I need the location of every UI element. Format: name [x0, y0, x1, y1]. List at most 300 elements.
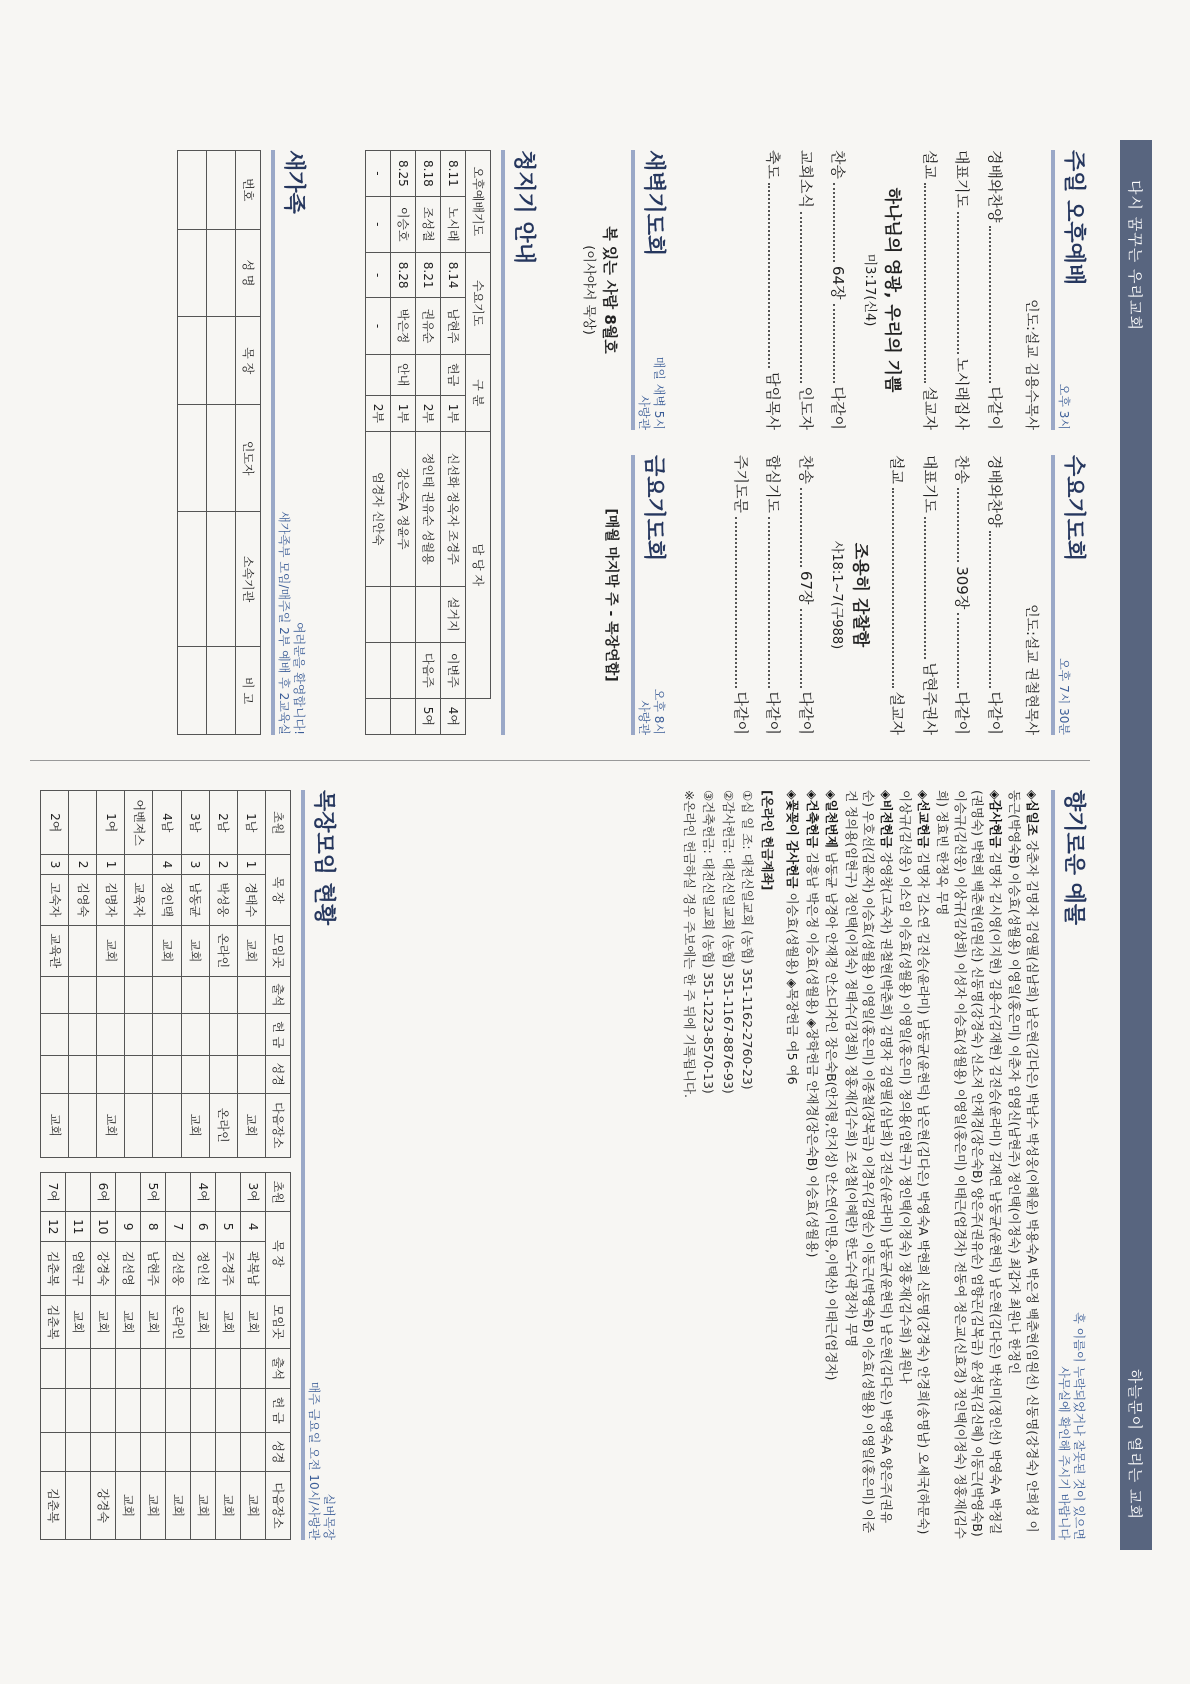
dawn-title: 새벽기도회 [641, 150, 666, 257]
newfamily-note1: 여러분을 환영합니다! [291, 622, 306, 735]
account-line: ①십 일 조: 대전신일교회 (농협) 351-1162-2760-23) [740, 790, 756, 1090]
offering-line [823, 790, 841, 1540]
header-right: 하늘문이 열리는 교회 [1126, 1369, 1145, 1520]
order-label: 축도 [764, 150, 783, 179]
mokjang-cell: 7 [166, 1212, 191, 1242]
order-hymn: 67장 [797, 570, 815, 605]
mokjang-cell: 교회 [91, 1295, 116, 1349]
mokjang-cell: 2 [69, 855, 97, 874]
order-label: 경배와찬양 [986, 455, 1004, 528]
newfamily-header: 목 장 [236, 317, 261, 405]
order-row [827, 150, 850, 430]
offering-line [1006, 790, 1041, 1540]
offering-label: ◈선교헌금 [916, 790, 931, 848]
mokjang-cell [97, 1014, 125, 1056]
mokjang-header: 초원 [266, 791, 291, 855]
offering-label: ◈감사헌금 [988, 790, 1003, 848]
online-title: [온라인 헌금계좌] [760, 790, 775, 891]
mokjang-cell [216, 1349, 241, 1388]
mokjang-row [69, 791, 97, 1158]
order-dots [957, 488, 974, 562]
steward-header-sunday: 오후예배기도 [466, 151, 491, 253]
mokjang-cell: 온라인 [209, 925, 237, 976]
order-row [886, 455, 909, 735]
order-dots [736, 517, 753, 688]
mokjang-title: 목장모임 현황 [311, 790, 336, 926]
mokjang-cell: 어벤져스 [125, 791, 153, 855]
steward-title: 청지기 안내 [511, 150, 536, 264]
order-dots [833, 304, 850, 383]
offering-names: 이승효(성월용) ◈목장헌금 여5 여6 [785, 892, 801, 1085]
newfamily-cell [178, 405, 207, 512]
dawn-place: 사랑관 [637, 395, 652, 430]
mokjang-cell [141, 1388, 166, 1432]
offering-names: 김명자 김소연 김진승(윤라미) 남동균(윤현덕) 남은현(김다은) 박영숙A 박현희 신동명(강경숙) 안경희(송명남) 오세국(하문숙) 이상규(김선웅) 이소임 이승효(성월용) 이영일(홍은미) 정의용(임현구) 정인택(이정숙) 정홍재(김수희) 최원나 [898, 790, 931, 1535]
steward-section [365, 150, 540, 735]
mokjang-cell: 김선웅 [166, 1242, 191, 1296]
mokjang-header: 출석 [266, 976, 291, 1013]
steward-cell [416, 354, 441, 395]
mokjang-cell: 교회 [237, 1093, 265, 1158]
mokjang-cell: 교회 [141, 1295, 166, 1349]
wednesday-sermon-ref: 사18:1~7(구988) [829, 540, 845, 650]
steward-extra-empty [391, 586, 416, 642]
friday-title: 금요기도회 [641, 455, 666, 562]
order-label: 합심기도 [764, 455, 783, 513]
order-label: 찬송 [797, 455, 815, 484]
mokjang-cell: 김춘복 [41, 1472, 66, 1540]
mokjang-cell [97, 976, 125, 1013]
mokjang-cell: 5여 [141, 1173, 166, 1212]
mokjang-meta2: 매주 금요일 오전 10시/사랑관 [307, 1381, 322, 1540]
mokjang-header: 다음장소 [266, 1093, 291, 1158]
order-dots [990, 226, 1007, 382]
mokjang-cell: 12 [41, 1212, 66, 1242]
order-dots [768, 517, 785, 688]
offering-label: ◈꽃꽂이 감사헌금 [785, 790, 801, 889]
center-divider [30, 760, 1090, 761]
account-line: ②감사헌금: 대전신일교회 (농협) 351-1167-8876-93) [721, 790, 736, 1094]
mokjang-cell: 교회 [216, 1472, 241, 1540]
newfamily-title: 새가족 [281, 150, 306, 214]
newfamily-cell [178, 229, 207, 317]
header-left: 다시 꿈꾸는 우리교회 [1126, 180, 1145, 331]
mokjang-cell: 1 [237, 855, 265, 874]
order-dots [833, 183, 850, 262]
mokjang-header: 초원 [266, 1173, 291, 1212]
order-row [762, 455, 785, 735]
order-label: 설교 [921, 150, 939, 179]
order-row [951, 150, 974, 430]
mokjang-cell [69, 1056, 97, 1093]
mokjang-row [153, 791, 181, 1158]
mokjang-cell [116, 1432, 141, 1471]
mokjang-row [216, 1173, 241, 1540]
mokjang-cell [41, 976, 69, 1013]
steward-row [416, 151, 441, 735]
mokjang-cell: 3여 [241, 1173, 266, 1212]
mokjang-row [125, 791, 153, 1158]
order-label: 주기도문 [732, 455, 750, 513]
mokjang-header: 모임곳 [266, 925, 291, 976]
mokjang-row [237, 791, 265, 1158]
offering-line [934, 790, 1004, 1540]
order-value: 다같이 [732, 691, 750, 735]
mokjang-cell: 2여 [41, 791, 69, 855]
sunday-pm-leader: 인도:설교 김용수목사 [1023, 299, 1039, 430]
order-row [951, 455, 974, 735]
order-value: 다같이 [986, 386, 1004, 430]
mokjang-cell [66, 1388, 91, 1432]
mokjang-cell: 6 [191, 1212, 216, 1242]
mokjang-cell [241, 1349, 266, 1388]
friday-time: 오후 8시 [651, 688, 666, 735]
mokjang-cell: 교회 [153, 925, 181, 976]
mokjang-cell [191, 1388, 216, 1432]
steward-cell: 1부 [441, 395, 466, 431]
order-value: 다같이 [764, 691, 783, 735]
mokjang-cell [41, 1432, 66, 1471]
mokjang-cell: 교회 [237, 925, 265, 976]
mokjang-cell: 9 [116, 1212, 141, 1242]
mokjang-row [181, 791, 209, 1158]
mokjang-cell: 교회 [97, 1093, 125, 1158]
mokjang-cell: 김춘복 [41, 1295, 66, 1349]
mokjang-cell: 정인택 [153, 874, 181, 925]
sunday-pm-sermon-title: 하나님의 영광, 우리의 기쁨 [882, 187, 903, 393]
mokjang-table-left [40, 790, 291, 1158]
mokjang-cell [41, 1349, 66, 1388]
order-label: 설교 [888, 455, 907, 484]
steward-cell: 엄경자 신안숙 [366, 431, 391, 586]
mokjang-row [166, 1173, 191, 1540]
mokjang-row [41, 1173, 66, 1540]
mokjang-cell [141, 1432, 166, 1471]
order-row [984, 455, 1007, 735]
mokjang-cell: 온라인 [209, 1093, 237, 1158]
mokjang-cell [41, 1388, 66, 1432]
mokjang-cell [241, 1388, 266, 1432]
newfamily-cell [207, 151, 236, 230]
newfamily-cell [178, 151, 207, 230]
mokjang-cell [209, 976, 237, 1013]
mokjang-cell: 남동균 [181, 874, 209, 925]
order-dots [768, 183, 785, 368]
account-note: ※온라인 헌금하실 경우 주보에는 한 주 뒤에 기록됩니다. [682, 790, 697, 1098]
mokjang-cell: 교육자 [125, 874, 153, 925]
mokjang-cell: 6여 [91, 1173, 116, 1212]
mokjang-cell: 엄현구 [66, 1242, 91, 1296]
order-dots [957, 613, 974, 687]
newfamily-cell [207, 317, 236, 405]
mokjang-cell [125, 925, 153, 976]
steward-header-type: 구 분 [466, 354, 491, 431]
mokjang-row [97, 791, 125, 1158]
mokjang-cell: 온라인 [166, 1295, 191, 1349]
order-dots [801, 212, 818, 383]
mokjang-cell [91, 1388, 116, 1432]
order-row [919, 150, 942, 430]
offering-line [897, 790, 932, 1540]
steward-cell: 안내 [391, 354, 416, 395]
offering-label: ◈건축헌금 [805, 790, 820, 848]
mokjang-cell: 정인선 [191, 1242, 216, 1296]
friday-line1: [매월 마지막 주 - 목장연합] [603, 508, 619, 682]
newfamily-table [177, 150, 261, 735]
mokjang-cell: 교회 [166, 1472, 191, 1540]
mokjang-cell: 교회 [241, 1295, 266, 1349]
steward-row [441, 151, 466, 735]
steward-cell: 2부 [416, 395, 441, 431]
wednesday-title: 수요기도회 [1061, 455, 1086, 562]
mokjang-header: 출석 [266, 1349, 291, 1388]
steward-extra-empty [366, 642, 391, 698]
steward-cell [366, 354, 391, 395]
mokjang-cell [216, 1173, 241, 1212]
mokjang-row [66, 1173, 91, 1540]
sunday-pm-section [752, 150, 1090, 430]
mokjang-cell: 8 [141, 1212, 166, 1242]
offering-names: 남동균 남경아 안재경 안소디자인 장은숙B(안지형,안지성) 안소연(이민용,이택산) 이태근(엄경자) [824, 851, 840, 1381]
steward-cell: 8.21 [416, 252, 441, 298]
mokjang-cell: 강경숙 [91, 1242, 116, 1296]
steward-cell: 8.18 [416, 151, 441, 197]
wednesday-leader: 인도:설교 권철현목사 [1023, 604, 1039, 735]
mokjang-cell [69, 1014, 97, 1056]
order-label: 찬송 [953, 455, 972, 484]
order-label: 경배와찬양 [986, 150, 1004, 223]
mokjang-cell [153, 976, 181, 1013]
mokjang-cell [237, 976, 265, 1013]
offering-section [679, 790, 1091, 1540]
dawn-time: 매일 새벽 5시 [651, 356, 666, 430]
newfamily-header: 번호 [236, 151, 261, 230]
mokjang-header: 다음장소 [266, 1472, 291, 1540]
mokjang-cell [66, 1432, 91, 1471]
order-value: 다같이 [986, 691, 1004, 735]
steward-cell: 8.11 [441, 151, 466, 197]
order-label: 대표기도 [921, 455, 939, 513]
order-value: 노시래집사 [953, 357, 972, 430]
steward-cell: 이승호 [391, 196, 416, 252]
mokjang-cell [209, 1014, 237, 1056]
mokjang-cell [125, 1056, 153, 1093]
mokjang-cell: 4 [241, 1212, 266, 1242]
steward-cell: 권유순 [416, 298, 441, 354]
mokjang-cell: 1남 [237, 791, 265, 855]
sunday-pm-title: 주일 오후예배 [1061, 150, 1086, 286]
mokjang-cell: 1여 [97, 791, 125, 855]
mokjang-cell: 교회 [66, 1295, 91, 1349]
mokjang-cell [41, 1014, 69, 1056]
mokjang-cell: 교회 [181, 925, 209, 976]
mokjang-cell [69, 976, 97, 1013]
steward-extra-b: 5여 [416, 698, 441, 734]
wednesday-section [720, 455, 1091, 735]
order-value: 다같이 [797, 691, 815, 736]
steward-extra-a: 다음주 [416, 642, 441, 698]
mokjang-cell [41, 1056, 69, 1093]
mokjang-cell: 교회 [216, 1295, 241, 1349]
mokjang-cell [69, 925, 97, 976]
order-value: 다같이 [953, 691, 972, 735]
mokjang-cell [166, 1173, 191, 1212]
newfamily-cell [207, 647, 236, 735]
newfamily-note2: 새가족부 모임/매주일 2부 예배 후 2교육실 [277, 511, 292, 735]
steward-cell: 조성철 [416, 196, 441, 252]
mokjang-header: 성경 [266, 1432, 291, 1471]
mokjang-cell [69, 1093, 97, 1158]
mokjang-cell [191, 1432, 216, 1471]
mokjang-cell [125, 855, 153, 874]
mokjang-cell [69, 791, 97, 855]
order-dots [892, 488, 909, 688]
mokjang-cell: 김명자 [97, 874, 125, 925]
mokjang-cell [125, 976, 153, 1013]
order-dots [801, 609, 818, 688]
newfamily-header: 소속기관 [236, 512, 261, 647]
offering-names: 김명자 김시영(이지현) 김용수(김재현) 김진승(윤라미) 김재연 남동균(윤현덕) 남은현(김다은) 박선미(정인선) 박영숙A 박정길(권명숙) 박현희 백춘현(임원선) 신동명(강경숙) 신소저 안재경(장은숙B) 양은주(권유순) 엄향곤(김복금) 윤성목(김신혜) 이동근(박영숙B) 이승규(김선웅) 이상규(김상희) 이성자 이승효(성월용) 이영일(홍은미) 이태근(엄경자) 전동여 정은교(신효경) 정인택(이정숙) 정홍재(김수희) 정효빈 한정옥 무명 [935, 790, 1003, 1539]
order-hymn: 64장 [829, 265, 848, 300]
mokjang-table-right [40, 1172, 291, 1540]
mokjang-row [191, 1173, 216, 1540]
offering-title: 향기로운 예물 [1061, 790, 1086, 926]
dawn-line2: (이사야서 묵상) [581, 245, 597, 335]
mokjang-cell: 김선영 [116, 1242, 141, 1296]
order-row [984, 150, 1007, 430]
mokjang-cell: 7여 [41, 1173, 66, 1212]
order-value: 설교자 [888, 691, 907, 735]
wednesday-time: 오후 7시 30분 [1057, 658, 1072, 735]
mokjang-cell: 김춘복 [41, 1242, 66, 1296]
mokjang-cell [91, 1349, 116, 1388]
mokjang-cell: 교육관 [41, 925, 69, 976]
mokjang-cell [125, 1014, 153, 1056]
mokjang-cell: 4여 [191, 1173, 216, 1212]
steward-extra-empty [391, 642, 416, 698]
order-row [762, 150, 785, 430]
newfamily-cell [178, 647, 207, 735]
mokjang-cell [181, 976, 209, 1013]
order-value: 다같이 [829, 386, 848, 431]
mokjang-cell: 11 [66, 1212, 91, 1242]
wednesday-sermon-title: 조용히 감찰함 [850, 542, 870, 648]
mokjang-row [116, 1173, 141, 1540]
mokjang-cell [209, 1056, 237, 1093]
offering-note2: 사무실에 확인해 주시기 바랍니다 [1057, 1366, 1072, 1540]
mokjang-cell: 5 [216, 1212, 241, 1242]
offering-note1: 혹 이름이 누락되었거나 잘못된 것이 있으면 [1071, 1312, 1086, 1540]
steward-cell: 8.25 [391, 151, 416, 197]
mokjang-cell: 교회 [241, 1472, 266, 1540]
newfamily-cell [207, 405, 236, 512]
mokjang-cell: 김영숙 [69, 874, 97, 925]
account-line: ③건축헌금: 대전신일교회 (농협) 351-1223-8570-13) [701, 790, 717, 1094]
order-dots [925, 517, 942, 659]
mokjang-cell: 경태수 [237, 874, 265, 925]
steward-extra-empty [391, 698, 416, 734]
newfamily-header: 성 명 [236, 229, 261, 317]
steward-extra-empty [366, 586, 391, 642]
sunday-pm-sermon-ref: 미3:17(신4) [862, 253, 877, 327]
mokjang-cell [66, 1173, 91, 1212]
mokjang-cell [97, 1056, 125, 1093]
order-label: 대표기도 [953, 150, 972, 208]
order-dots [801, 488, 818, 567]
offering-line [843, 790, 896, 1540]
mokjang-cell [153, 1014, 181, 1056]
mokjang-cell [166, 1432, 191, 1471]
mokjang-cell [237, 1056, 265, 1093]
order-hymn: 309장 [953, 566, 972, 610]
mokjang-cell [116, 1349, 141, 1388]
mokjang-header: 목 장 [266, 1212, 291, 1295]
mokjang-cell [216, 1388, 241, 1432]
mokjang-cell [191, 1349, 216, 1388]
mokjang-cell: 3 [181, 855, 209, 874]
order-label: 찬송 [829, 150, 848, 179]
mokjang-cell: 교회 [41, 1093, 69, 1158]
mokjang-row [41, 791, 69, 1158]
order-row [795, 150, 818, 430]
mokjang-cell: 3 [41, 855, 69, 874]
steward-row [366, 151, 391, 735]
mokjang-cell [66, 1349, 91, 1388]
mokjang-cell [153, 1093, 181, 1158]
mokjang-cell [241, 1432, 266, 1471]
mokjang-cell [125, 1093, 153, 1158]
mokjang-cell [153, 1056, 181, 1093]
steward-cell: 8.14 [441, 252, 466, 298]
steward-cell: - [366, 196, 391, 252]
steward-cell: - [366, 252, 391, 298]
mokjang-cell: 강경숙 [91, 1472, 116, 1540]
mokjang-cell [216, 1432, 241, 1471]
steward-extra-empty [366, 698, 391, 734]
order-label: 교회소식 [797, 150, 815, 208]
steward-row [391, 151, 416, 735]
mokjang-header: 성경 [266, 1056, 291, 1093]
order-value: 설교자 [921, 386, 939, 430]
steward-extra-b: 4여 [441, 698, 466, 734]
order-value: 남현주권사 [921, 662, 939, 735]
order-row [730, 455, 753, 735]
mokjang-cell: 고숙자 [41, 874, 69, 925]
steward-extra-a: 이변주 [441, 642, 466, 698]
dawn-line1: 복 있는 사람 8월호 [601, 226, 619, 354]
steward-cell: 남현주 [441, 298, 466, 354]
mokjang-cell: 교회 [191, 1295, 216, 1349]
offering-names: 강영창(고숙자) 권철현(박춘희) 김명자 김영필(심남희) 김진승(윤라미) 남동균(윤현덕) 남은현(김다은) 박영숙A 양은주(권유순) 우호선(김윤자) 이승효(성월용) 이영일(홍은미) 이종철(장복금) 이경우(김영순) 이동근(박영숙B) 이승효(성월용) 이영일(홍은미) 이준건 정의용(임현구) 정인택(이정숙) 정태수(김정희) 정홍재(김수희) 조성철(이혜란) 한도수(곽정자) 무명 [844, 790, 894, 1534]
mokjang-cell: 4남 [153, 791, 181, 855]
mokjang-cell: 교회 [191, 1472, 216, 1540]
mokjang-header: 헌 금 [266, 1388, 291, 1432]
steward-cell: 정인태 권유순 성월용 [416, 431, 441, 586]
offering-label: ◈일천번제 [824, 790, 840, 848]
mokjang-cell [116, 1388, 141, 1432]
mokjang-header: 헌 금 [266, 1014, 291, 1056]
steward-extra-label: 설거지 [441, 586, 466, 642]
steward-cell: 신선화 정옥자 조경주 [441, 431, 466, 586]
newfamily-cell [207, 512, 236, 647]
mokjang-cell: 교회 [181, 1093, 209, 1158]
header-text [1120, 150, 1152, 1550]
steward-cell: 헌금 [441, 354, 466, 395]
newfamily-header: 비 고 [236, 647, 261, 735]
mokjang-cell: 10 [91, 1212, 116, 1242]
mokjang-cell [116, 1173, 141, 1212]
mokjang-cell [91, 1432, 116, 1471]
